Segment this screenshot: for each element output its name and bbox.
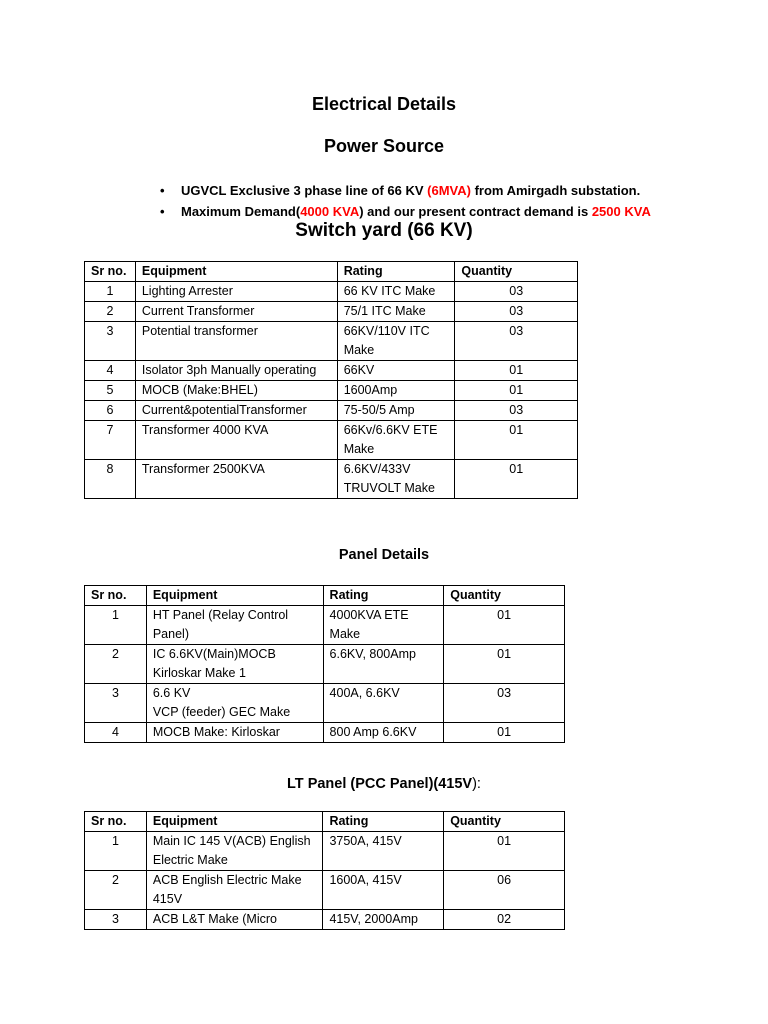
cell-sr: 3 xyxy=(85,684,147,723)
cell-sr: 2 xyxy=(85,871,147,910)
power-source-bullets xyxy=(160,180,651,222)
table-header-row xyxy=(85,262,578,282)
bullet-dot-icon: • xyxy=(160,204,165,219)
cell-quantity: 03 xyxy=(455,302,578,322)
col-header-rating: Rating xyxy=(337,262,455,282)
cell-sr: 1 xyxy=(85,832,147,871)
lt-panel-table xyxy=(84,811,565,930)
table-header-row xyxy=(85,586,565,606)
highlight-value: 4000 KVA xyxy=(300,204,360,219)
col-header-rating: Rating xyxy=(323,586,444,606)
panel-details-heading: Panel Details xyxy=(338,547,430,563)
table-row xyxy=(85,645,565,684)
cell-sr: 2 xyxy=(85,302,136,322)
cell-rating: 4000KVA ETE Make xyxy=(323,606,444,645)
bullet-text: Maximum Demand(4000 KVA) and our present contract demand is 2500 KVA xyxy=(181,204,651,219)
col-header-equipment: Equipment xyxy=(146,586,323,606)
cell-rating: 75-50/5 Amp xyxy=(337,401,455,421)
cell-quantity: 01 xyxy=(455,460,578,499)
cell-equipment: MOCB Make: Kirloskar xyxy=(146,723,323,743)
cell-sr: 3 xyxy=(85,322,136,361)
cell-equipment: Transformer 2500KVA xyxy=(135,460,337,499)
switch-yard-heading: Switch yard (66 KV) xyxy=(295,220,473,241)
cell-rating: 1600A, 415V xyxy=(323,871,444,910)
cell-quantity: 01 xyxy=(444,723,565,743)
cell-rating: 66KV/110V ITC Make xyxy=(337,322,455,361)
cell-rating: 800 Amp 6.6KV xyxy=(323,723,444,743)
power-source-heading: Power Source xyxy=(323,136,445,156)
cell-quantity: 03 xyxy=(455,282,578,302)
cell-rating: 3750A, 415V xyxy=(323,832,444,871)
lt-panel-heading: LT Panel (PCC Panel)(415V): xyxy=(287,776,481,792)
col-header-sr: Sr no. xyxy=(85,812,147,832)
cell-sr: 4 xyxy=(85,723,147,743)
cell-equipment: Lighting Arrester xyxy=(135,282,337,302)
table-row xyxy=(85,460,578,499)
table-row xyxy=(85,723,565,743)
table-row xyxy=(85,302,578,322)
cell-quantity: 01 xyxy=(444,832,565,871)
cell-sr: 2 xyxy=(85,645,147,684)
cell-rating: 66 KV ITC Make xyxy=(337,282,455,302)
cell-sr: 6 xyxy=(85,401,136,421)
cell-equipment: Main IC 145 V(ACB) English Electric Make xyxy=(146,832,323,871)
cell-equipment: HT Panel (Relay Control Panel) xyxy=(146,606,323,645)
cell-rating: 75/1 ITC Make xyxy=(337,302,455,322)
bullet-item xyxy=(160,180,651,201)
table-row xyxy=(85,401,578,421)
cell-sr: 8 xyxy=(85,460,136,499)
cell-sr: 7 xyxy=(85,421,136,460)
table-row xyxy=(85,421,578,460)
cell-equipment: MOCB (Make:BHEL) xyxy=(135,381,337,401)
col-header-quantity: Quantity xyxy=(455,262,578,282)
cell-rating: 6.6KV/433V TRUVOLT Make xyxy=(337,460,455,499)
table-row xyxy=(85,684,565,723)
col-header-quantity: Quantity xyxy=(444,812,565,832)
highlight-value: 2500 KVA xyxy=(591,204,651,219)
cell-equipment: ACB L&T Make (Micro xyxy=(146,910,323,930)
page-title: Electrical Details xyxy=(311,94,457,114)
cell-equipment: 6.6 KV VCP (feeder) GEC Make xyxy=(146,684,323,723)
col-header-equipment: Equipment xyxy=(135,262,337,282)
highlight-value: (6MVA) xyxy=(427,183,471,198)
cell-sr: 3 xyxy=(85,910,147,930)
col-header-sr: Sr no. xyxy=(85,586,147,606)
table-row xyxy=(85,871,565,910)
cell-rating: 1600Amp xyxy=(337,381,455,401)
col-header-rating: Rating xyxy=(323,812,444,832)
bullet-item xyxy=(160,201,651,222)
cell-quantity: 01 xyxy=(444,606,565,645)
col-header-quantity: Quantity xyxy=(444,586,565,606)
cell-quantity: 01 xyxy=(455,361,578,381)
cell-sr: 4 xyxy=(85,361,136,381)
bullet-text: UGVCL Exclusive 3 phase line of 66 KV (6MVA) from Amirgadh substation. xyxy=(181,183,641,198)
cell-quantity: 01 xyxy=(455,421,578,460)
col-header-sr: Sr no. xyxy=(85,262,136,282)
table-row xyxy=(85,606,565,645)
cell-quantity: 03 xyxy=(455,322,578,361)
cell-equipment: IC 6.6KV(Main)MOCB Kirloskar Make 1 xyxy=(146,645,323,684)
table-row xyxy=(85,910,565,930)
cell-sr: 1 xyxy=(85,606,147,645)
table-row xyxy=(85,282,578,302)
table-row xyxy=(85,832,565,871)
table-row xyxy=(85,381,578,401)
cell-quantity: 06 xyxy=(444,871,565,910)
cell-equipment: Transformer 4000 KVA xyxy=(135,421,337,460)
cell-quantity: 03 xyxy=(455,401,578,421)
cell-rating: 415V, 2000Amp xyxy=(323,910,444,930)
cell-quantity: 01 xyxy=(444,645,565,684)
table-row xyxy=(85,322,578,361)
table-header-row xyxy=(85,812,565,832)
cell-quantity: 02 xyxy=(444,910,565,930)
col-header-equipment: Equipment xyxy=(146,812,323,832)
cell-rating: 66KV xyxy=(337,361,455,381)
cell-equipment: ACB English Electric Make 415V xyxy=(146,871,323,910)
cell-quantity: 03 xyxy=(444,684,565,723)
cell-rating: 6.6KV, 800Amp xyxy=(323,645,444,684)
cell-equipment: Potential transformer xyxy=(135,322,337,361)
bullet-dot-icon: • xyxy=(160,183,165,198)
cell-equipment: Current&potentialTransformer xyxy=(135,401,337,421)
table-row xyxy=(85,361,578,381)
cell-equipment: Isolator 3ph Manually operating xyxy=(135,361,337,381)
cell-rating: 400A, 6.6KV xyxy=(323,684,444,723)
cell-sr: 5 xyxy=(85,381,136,401)
cell-sr: 1 xyxy=(85,282,136,302)
cell-equipment: Current Transformer xyxy=(135,302,337,322)
switch-yard-table xyxy=(84,261,578,499)
panel-details-table xyxy=(84,585,565,743)
cell-rating: 66Kv/6.6KV ETE Make xyxy=(337,421,455,460)
cell-quantity: 01 xyxy=(455,381,578,401)
